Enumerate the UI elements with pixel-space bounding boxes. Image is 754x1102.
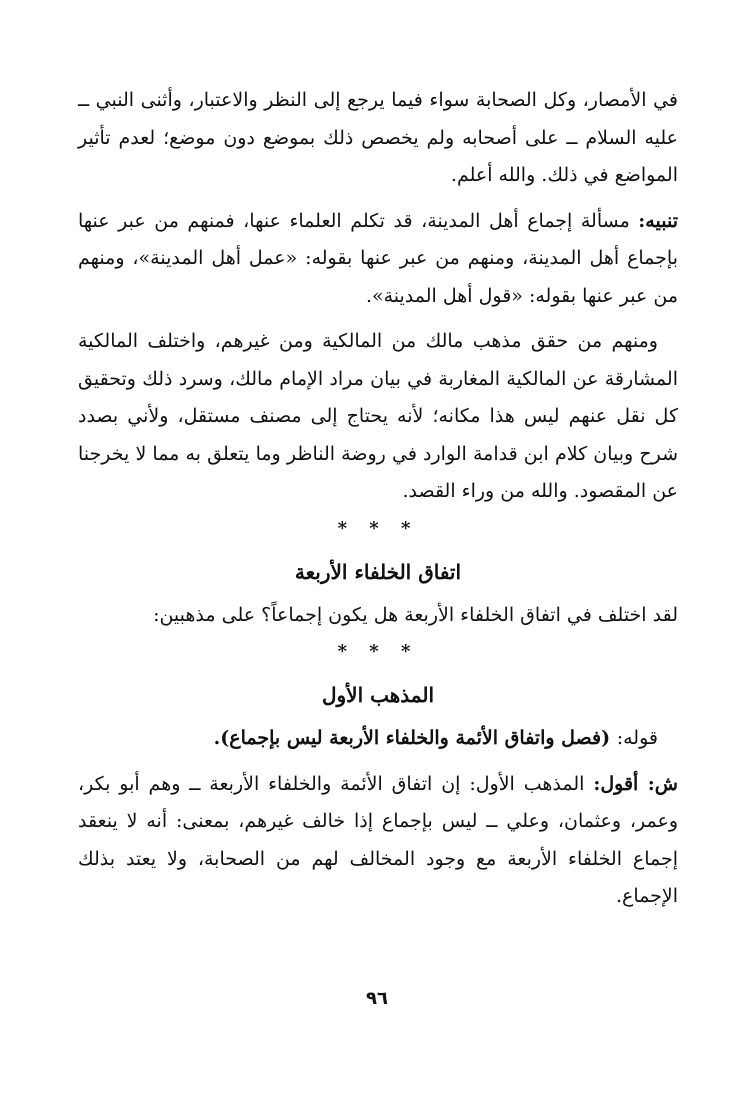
page-content	[78, 82, 678, 916]
commentary-text: المذهب الأول: إن اتفاق الأئمة والخلفاء الأربعة ــ وهم أبو بكر، وعمر، وعثمان، وعلي ــ ليس بإجماع إذا خالف غيرهم، بمعنى: أنه لا ينعقد إجماع الخلفاء الأربعة مع وجود المخالف لهم من الصحابة، ولا يعتد بذلك الإجماع.	[78, 772, 678, 907]
note-text: مسألة إجماع أهل المدينة، قد تكلم العلماء عنها، فمنهم من عبر عنها بإجماع أهل المدينة، ومنهم من عبر عنها بقوله: «عمل أهل المدينة»، ومنهم من عبر عنها بقوله: «قول أهل المدينة».	[78, 209, 678, 307]
note-label: تنبيه:	[638, 209, 678, 232]
paragraph-1: في الأمصار، وكل الصحابة سواء فيما يرجع إلى النظر والاعتبار، وأثنى النبي ــ عليه السلام ــ على أصحابه ولم يخصص ذلك بموضع دون موضع؛ لعدم تأثير المواضع في ذلك. والله أعلم.	[78, 89, 678, 186]
quote-label: قوله:	[616, 727, 658, 749]
section-heading-first-view: المذهب الأول	[321, 683, 434, 707]
section-heading-caliphs: اتفاق الخلفاء الأربعة	[294, 559, 462, 584]
paragraph-5	[78, 720, 678, 758]
page-number: ٩٦	[366, 988, 388, 1009]
paragraph-4: لقد اختلف في اتفاق الخلفاء الأربعة هل يكون إجماعاً؟ على مذهبين:	[153, 603, 678, 626]
separator-stars-1: * * *	[337, 517, 419, 539]
paragraph-2	[78, 203, 678, 316]
separator-stars-2: * * *	[337, 641, 419, 662]
i-say-label: أقول:	[593, 772, 648, 795]
paragraph-3: ومنهم من حقق مذهب مالك من المالكية ومن غيرهم، واختلف المالكية المشارقة عن المالكية المغاربة في بيان مراد الإمام مالك، وسرد ذلك وتحقيق كل نقل عنهم ليس هذا مكانه؛ لأنه يحتاج إلى مصنف مستقل، ولأني بصدد شرح وبيان كلام ابن قدامة الوارد في روضة الناظر وما يتعلق به مما لا يخرجنا عن المقصود. والله من وراء القصد.	[78, 330, 678, 502]
commentary-label: ش:	[647, 772, 678, 795]
quote-text: (فصل واتفاق الأئمة والخلفاء الأربعة ليس بإجماع).	[213, 727, 617, 749]
paragraph-6	[78, 766, 678, 916]
